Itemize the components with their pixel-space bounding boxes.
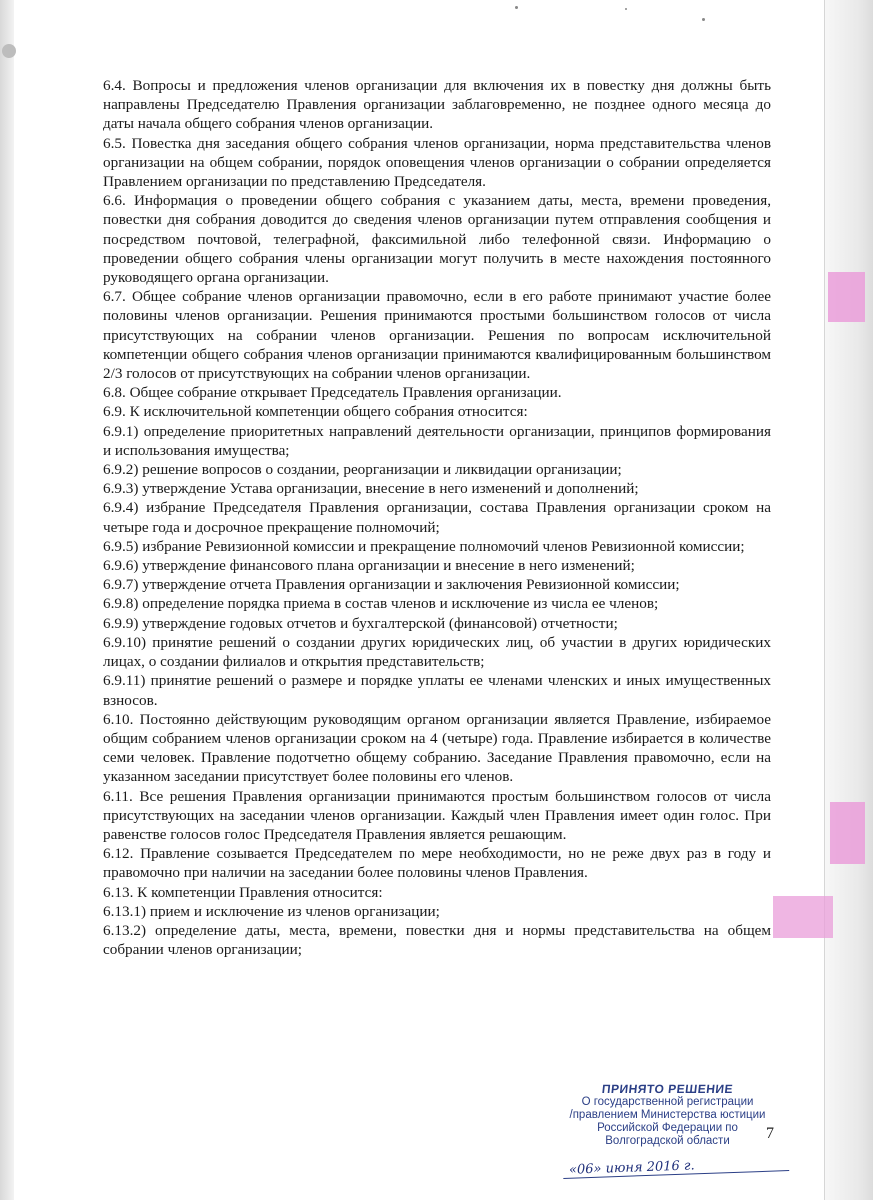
paragraph: 6.9.7) утверждение отчета Правления организации и заключения Ревизионной комиссии;	[103, 576, 680, 594]
stamp-heading: ПРИНЯТО РЕШЕНИЕ	[601, 1082, 734, 1096]
sticky-tab	[830, 802, 865, 864]
sticky-tab	[828, 272, 865, 322]
paragraph: 6.8. Общее собрание открывает Председатель Правления организации.	[103, 384, 562, 402]
sticky-tab	[773, 896, 833, 938]
page-right-edge	[824, 0, 873, 1200]
paragraph: 6.10. Постоянно действующим руководящим органом организации является Правление, избираемое общим собранием членов организации сроком на 4 (четыре) года. Правление избирается в количестве семи человек. Правление подотчетно общему собранию. Заседание Правления правомочно, если на указанном заседании присутствует более половины его членов.	[103, 710, 771, 786]
paragraph: 6.9.10) принятие решений о создании других юридических лиц, об участии в других юридических лицах, о создании филиалов и открытия представительств;	[103, 633, 771, 671]
paragraph: 6.9.8) определение порядка приема в состав членов и исключение из числа ее членов;	[103, 595, 659, 613]
paragraph: 6.12. Правление созывается Председателем по мере необходимости, но не реже двух раз в году и правомочно при наличии на заседании более половины членов Правления.	[103, 845, 771, 882]
paragraph: 6.9.4) избрание Председателя Правления организации, состава Правления организации сроком на четыре года и досрочное прекращение полномочий;	[103, 499, 771, 536]
stamp-line: /правлением Министерства юстиции	[569, 1109, 766, 1121]
paragraph: 6.9.5) избрание Ревизионной комиссии и прекращение полномочий членов Ревизионной комиссии;	[103, 537, 745, 555]
paragraph: 6.11. Все решения Правления организации принимаются простым большинством голосов от числа присутствующих на заседании членов организации. Каждый член Правления имеет один голос. При равенстве голосов голос Председателя Правления является решающим.	[103, 787, 771, 843]
page-left-edge	[0, 0, 14, 1200]
scan-speck	[625, 8, 627, 10]
stamp-handwritten-date: «06» июня 2016 г.	[563, 1155, 789, 1179]
stamp-line: Российской Федерации по	[597, 1122, 738, 1134]
paragraph: 6.9.2) решение вопросов о создании, реорганизации и ликвидации организации;	[103, 461, 622, 479]
paragraph: 6.13. К компетенции Правления относится:	[103, 883, 383, 901]
scan-speck	[515, 6, 518, 9]
paragraph: 6.9.6) утверждение финансового плана организации и внесение в него изменений;	[103, 557, 635, 575]
paragraph: 6.9.9) утверждение годовых отчетов и бухгалтерской (финансовой) отчетности;	[103, 614, 618, 632]
stamp-line: О государственной регистрации	[581, 1096, 754, 1108]
paragraph: 6.13.2) определение даты, места, времени, повестки дня и нормы представительства на общем собрании членов организации;	[103, 921, 771, 959]
paragraph: 6.13.1) прием и исключение из членов организации;	[103, 902, 440, 920]
paragraph: 6.4. Вопросы и предложения членов организации для включения их в повестку дня должны быть направлены Председателю Правления организации заблаговременно, не позднее одного месяца до даты начала общего собрания членов организации.	[103, 77, 771, 133]
paragraph: 6.9.3) утверждение Устава организации, внесение в него изменений и дополнений;	[103, 480, 639, 498]
punch-hole	[2, 44, 16, 58]
page-number: 7	[766, 1125, 774, 1142]
stamp-line: Волгоградской области	[605, 1135, 730, 1147]
paragraph: 6.5. Повестка дня заседания общего собрания членов организации, норма представительства членов организации на общем собрании, порядок оповещения членов организации о собрании определяется Правлением организации по представлению Председателя.	[103, 134, 771, 191]
registration-stamp	[545, 1082, 790, 1182]
paragraph: 6.6. Информация о проведении общего собрания с указанием даты, места, времени проведения, повестки дня собрания доводится до сведения членов организации путем отправления сообщения и посредством почтовой, телеграфной, факсимильной либо телефонной связи. Информацию о проведении общего собрания члены организации могут получить в месте нахождения постоянного руководящего органа организации.	[103, 192, 771, 287]
document-body	[103, 76, 771, 959]
paragraph: 6.9.1) определение приоритетных направлений деятельности организации, принципов формирования и использования имущества;	[103, 422, 771, 459]
paragraph: 6.9. К исключительной компетенции общего собрания относится:	[103, 403, 528, 421]
paragraph: 6.7. Общее собрание членов организации правомочно, если в его работе принимают участие более половины членов организации. Решения принимаются простыми большинством голосов от числа присутствующих на собрании членов организации. Решения по вопросам исключительной компетенции общего собрания членов организации принимаются квалифицированным большинством 2/3 голосов от присутствующих на собрании членов организации.	[103, 288, 771, 383]
paragraph: 6.9.11) принятие решений о размере и порядке уплаты ее членами членских и иных имущественных взносов.	[103, 672, 771, 709]
scan-speck	[702, 18, 705, 21]
